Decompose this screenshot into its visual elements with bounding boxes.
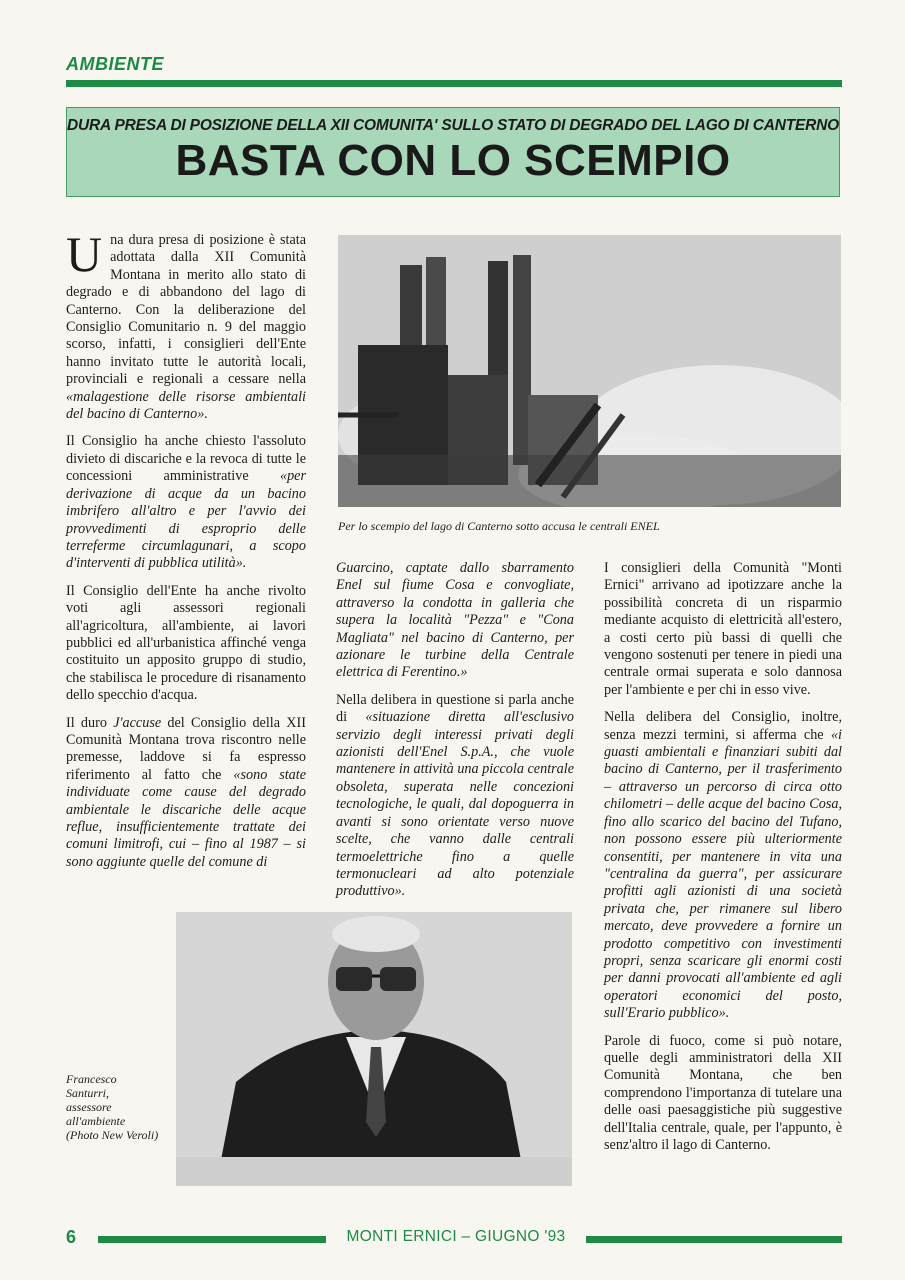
drop-cap: U [66, 226, 103, 282]
paragraph [66, 715, 306, 872]
quote-text: «i guasti ambientali e finanziari subiti dal bacino di Canterno, per il trasferimento – attraverso un percorso di circa otto chilometri – delle acque del bacino Cosa, fino allo scarico del bacino del Tufano, non possono essere più ulteriormente consentiti, per mantenere in vita una "centralina da guerra", per assicurare profitti agli azionisti di una società privata che, per rimanere sul libero mercato, deve provvedere a fornire un prodotto competitivo con investimenti propri, senza scaricare gli enormi costi per danni provocati all'ambiente ed agli operatori economici del posto, sull'Erario pubblico». [604, 726, 842, 1022]
kicker: DURA PRESA DI POSIZIONE DELLA XII COMUNITA' SULLO STATO DI DEGRADO DEL LAGO DI CANTERNO [67, 117, 839, 134]
paragraph: Parole di fuoco, come si può notare, quelle degli amministratori della XII Comunità Montana, che ben comprendono l'importanza di tutelare una delle oasi paesaggistiche più suggestive dell'Italia centrale, quale, per l'appunto, è senz'altro il lago di Canterno. [604, 1032, 842, 1153]
quote-text: «sono state individuate come cause del degrado ambientale le discariche delle acque reflue, insufficientemente trattate dei comuni limitrofi, cui – fino al 1987 – si sono aggiunte quelle del comune di [66, 766, 306, 870]
caption-line: Francesco [66, 1072, 117, 1086]
paragraph-text: na dura presa di posizione è stata adottata dalla XII Comunità Montana in merito allo stato di degrado e di abbandono del lago di Canterno. Con la deliberazione del Consiglio Comunitario n. 9 del maggio scorso, infatti, i consiglieri dell'Ente hanno invitato tutte le autorità locali, provinciali e regionali a cessare nella [66, 232, 306, 388]
footer-title: MONTI ERNICI – GIUGNO '93 [346, 1228, 566, 1245]
footer-rule-right [586, 1236, 842, 1243]
article-column-1 [66, 226, 306, 881]
paragraph [336, 560, 574, 682]
article-column-3 [604, 560, 842, 1164]
portrait-photo [176, 912, 572, 1186]
paragraph [336, 692, 574, 901]
paragraph [604, 709, 842, 1022]
caption-line: (Photo New Veroli) [66, 1128, 159, 1142]
photo-caption: Per lo scempio del lago di Canterno sotto accusa le centrali ENEL [338, 519, 660, 533]
paragraph-text: Nella delibera del Consiglio, inoltre, senza mezzi termini, si afferma che [604, 709, 842, 743]
paragraph-text: Il duro [66, 714, 114, 731]
quote-text: «malagestione delle risorse ambientali del bacino di Canterno». [66, 388, 306, 423]
portrait-illustration [176, 912, 572, 1186]
top-rule [66, 80, 842, 87]
title-box [66, 107, 840, 197]
portrait-caption [66, 1072, 176, 1142]
footer-rule-left [98, 1236, 326, 1243]
caption-line: assessore [66, 1100, 112, 1114]
quote-text: Guarcino, captate dallo sbarramento Enel sul fiume Cosa e convogliate, attraverso la condotta in galleria che supera la località "Pezza" e "Cona Magliata" nel bacino di Canterno, per azionare le turbine della Centrale elettrica di Ferentino.» [336, 560, 574, 681]
section-label: AMBIENTE [66, 54, 164, 74]
article-column-2 [336, 560, 574, 911]
page-number: 6 [66, 1227, 77, 1247]
quote-text: «situazione diretta all'esclusivo servizio degli interessi privati degli azionisti dell'Enel S.p.A., che vuole mantenere in attività una piccola centrale obsoleta, superata nelle concezioni tecnologiche, le quali, dal dopoguerra in avanti si sono orientate verso nuove scelte, che vanno dalle centrali termoelettriche fino a quelle termonucleari ad alto potenziale produttivo». [336, 709, 574, 900]
paragraph [66, 433, 306, 572]
quote-text: «per derivazione di acque da un bacino imbrifero all'altro e per l'avvio dei provvedimenti di esproprio delle terreferme circumlagunari, a scopo d'interventi di pubblica utilità». [66, 468, 306, 572]
caption-line: all'ambiente [66, 1114, 126, 1128]
power-plant-illustration [338, 235, 841, 507]
paragraph-text: Nella delibera in questione si parla anche di [336, 691, 574, 726]
paragraph-text: del Consiglio della XII Comunità Montana trova riscontro nelle premesse, laddove si fa espresso riferimento al fatto che [66, 714, 306, 783]
paragraph: I consiglieri della Comunità "Monti Ernici" arrivano ad ipotizzare anche la possibilità concreta di un risparmio mediante acquisto di elettricità all'estero, a costi certo più bassi di quelli che vengono sostenuti per tenere in piedi una centrale ormai superata e solo dannosa per l'ambiente e per chi in esso vive. [604, 560, 842, 698]
caption-line: Santurri, [66, 1086, 110, 1100]
power-plant-photo [338, 235, 841, 507]
paragraph [66, 226, 306, 423]
headline: BASTA CON LO SCEMPIO [175, 136, 731, 185]
paragraph-text: Il Consiglio ha anche chiesto l'assoluto divieto di discariche e la revoca di tutte le concessioni amministrative [66, 433, 306, 485]
paragraph: Il Consiglio dell'Ente ha anche rivolto voti agli assessori regionali all'agricoltura, all'ambiente, ai lavori pubblici ed all'urbanistica affinché venga costituito un apposito gruppo di studio, che stabilisca le procedure di risanamento dello specchio d'acqua. [66, 582, 306, 704]
emphasis-text: J'accuse [113, 714, 162, 731]
